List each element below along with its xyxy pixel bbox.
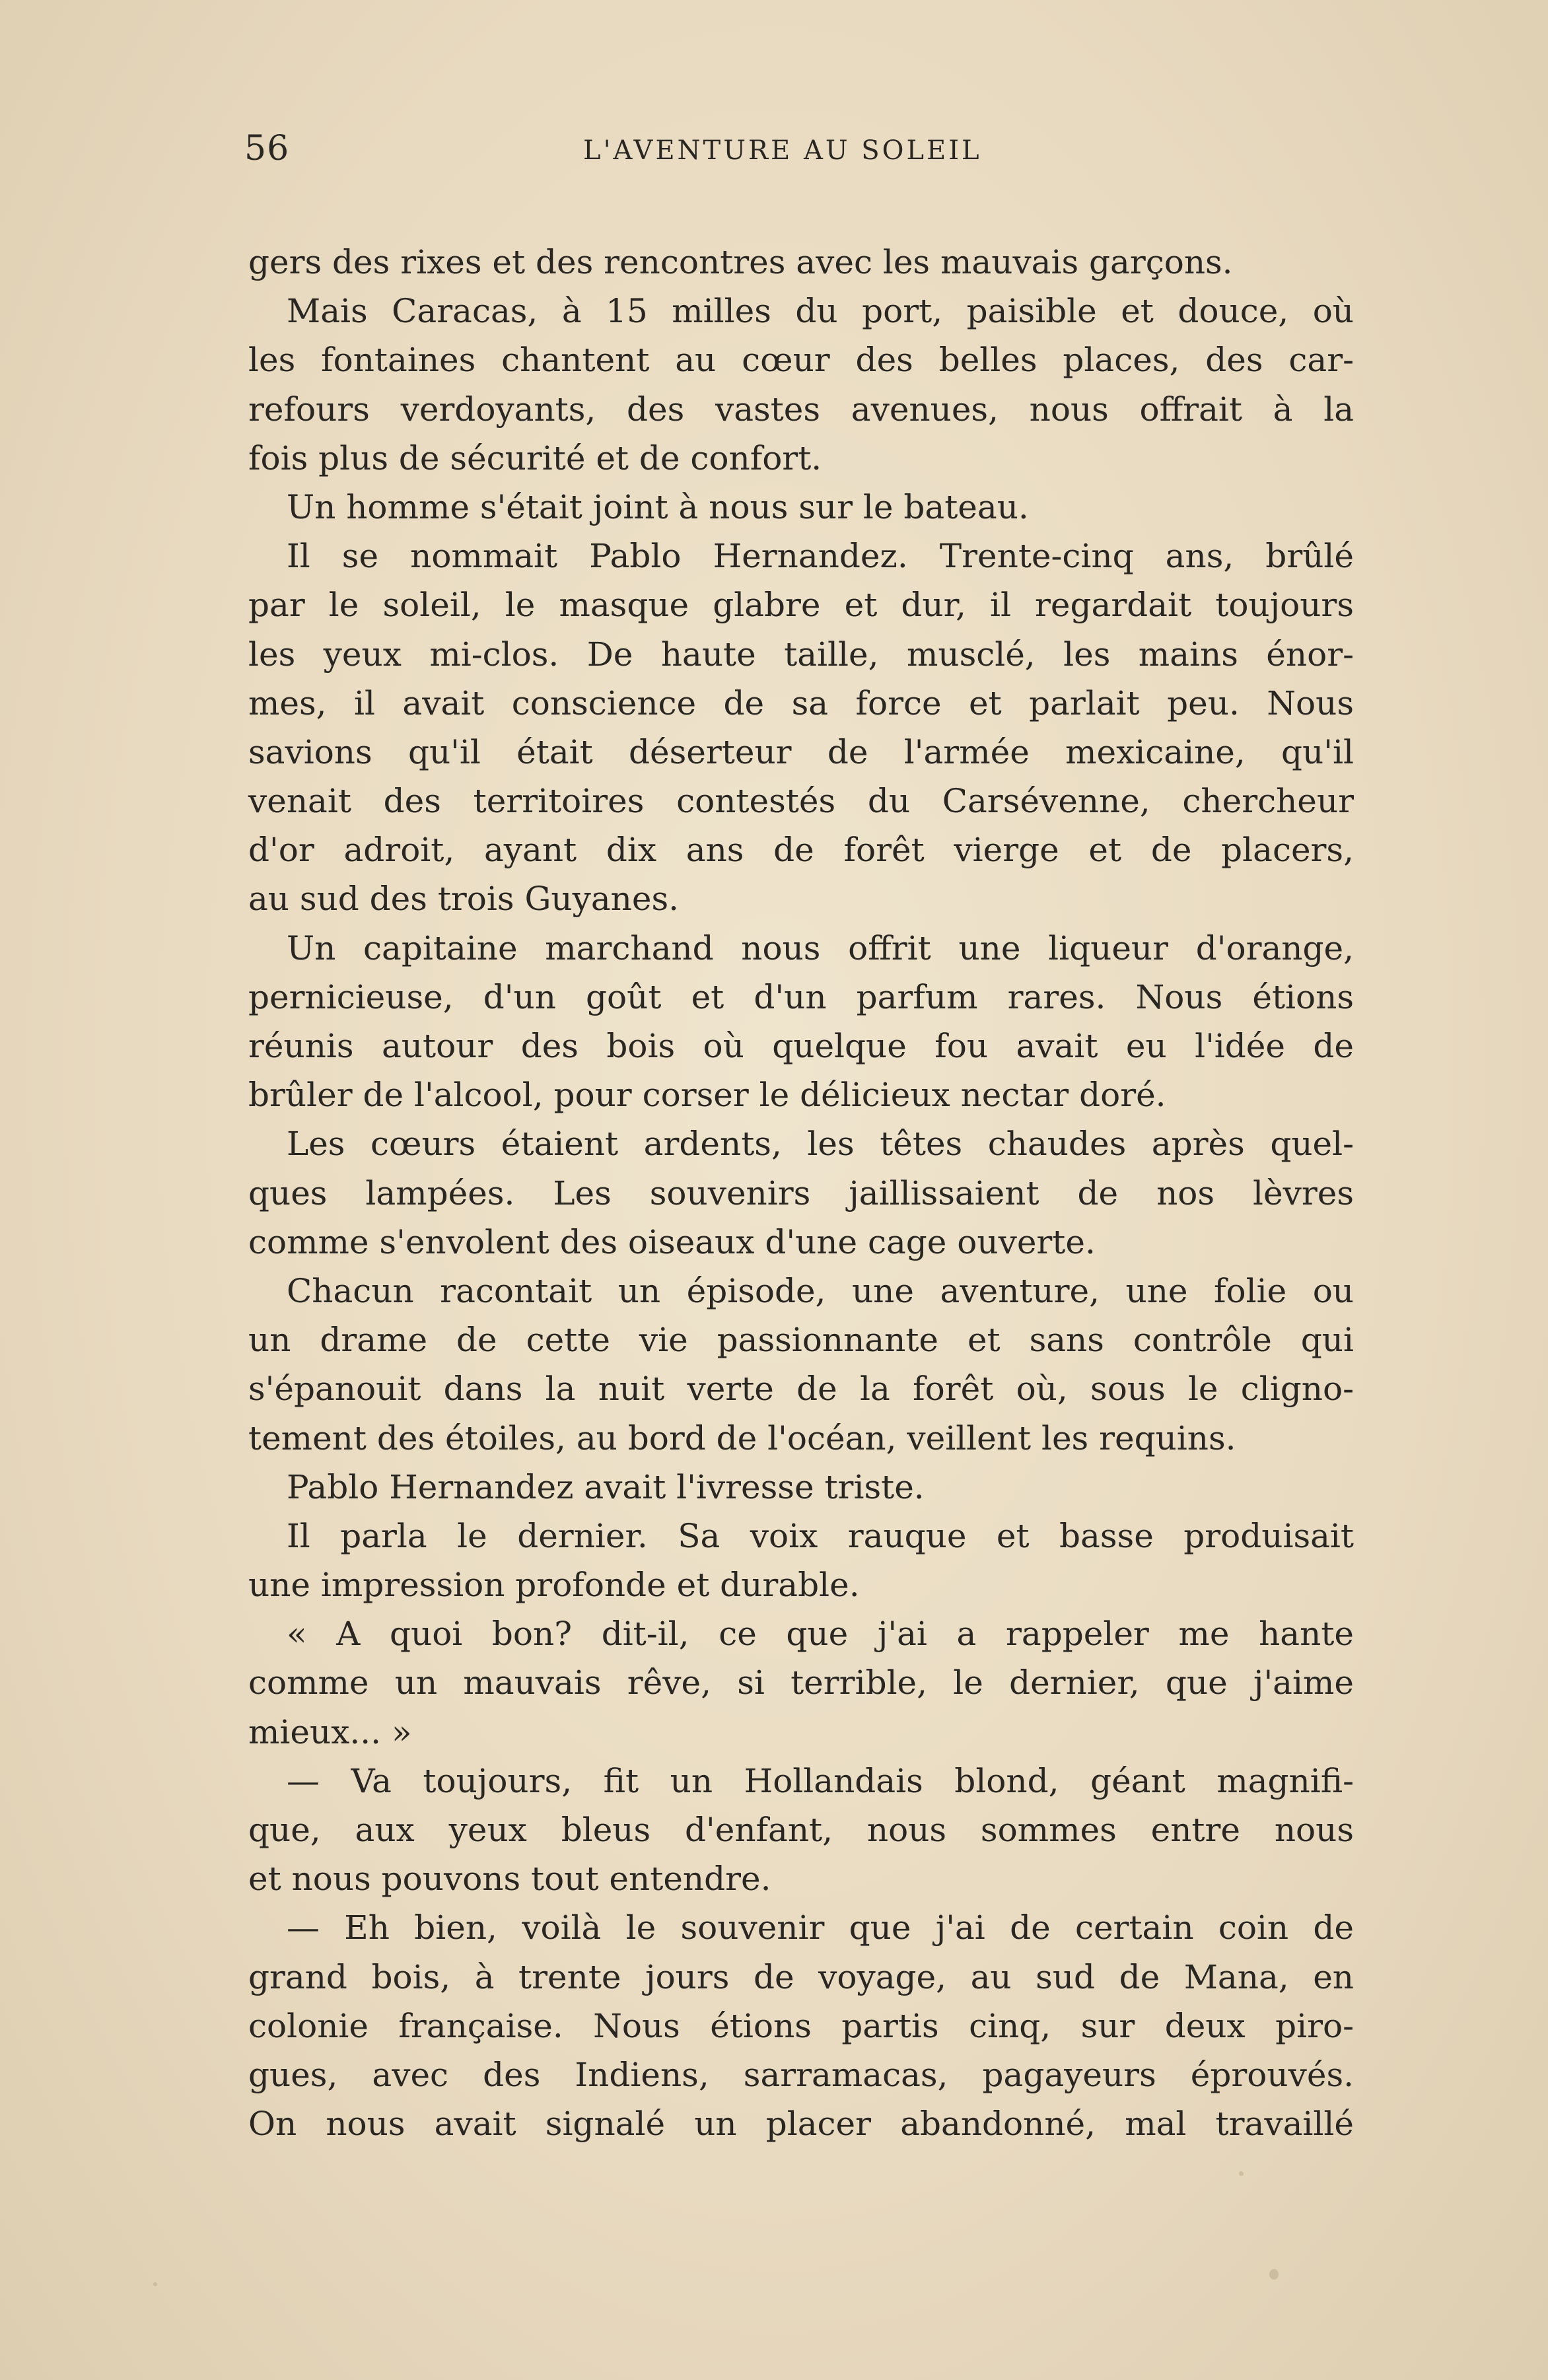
text-line: Mais Caracas, à 15 milles du port, paisible et douce, où	[287, 292, 1354, 331]
text-line: Chacun racontait un épisode, une aventure, une folie ou	[287, 1271, 1354, 1310]
text-line: au sud des trois Guyanes.	[248, 880, 680, 919]
text-line: colonie française. Nous étions partis cinq, sur deux piro-	[248, 2006, 1354, 2045]
text-line: venait des territoires contestés du Carsévenne, chercheur	[248, 782, 1354, 821]
paper-speck	[153, 2282, 157, 2286]
text-line: grand bois, à trente jours de voyage, au sud de Mana, en	[248, 1957, 1354, 1996]
text-line: fois plus de sécurité et de confort.	[248, 438, 822, 477]
text-line: On nous avait signalé un placer abandonné, mal travaillé	[248, 2105, 1354, 2144]
text-line: — Va toujours, fit un Hollandais blond, géant magnifi-	[287, 1761, 1354, 1800]
text-line: comme un mauvais rêve, si terrible, le dernier, que j'aime	[248, 1663, 1354, 1702]
text-line: une impression profonde et durable.	[248, 1566, 860, 1605]
text-line: que, aux yeux bleus d'enfant, nous sommes entre nous	[248, 1811, 1354, 1849]
text-line: tement des étoiles, au bord de l'océan, veillent les requins.	[248, 1418, 1236, 1457]
paper-speck	[1239, 2171, 1244, 2176]
text-line: les fontaines chantent au cœur des belles places, des car-	[248, 341, 1354, 380]
text-line: gers des rixes et des rencontres avec les mauvais garçons.	[248, 243, 1233, 281]
text-line: par le soleil, le masque glabre et dur, il regardait toujours	[248, 586, 1354, 625]
text-line: Il parla le dernier. Sa voix rauque et basse produisait	[287, 1516, 1354, 1555]
body-text	[248, 238, 1354, 2148]
text-line: les yeux mi-clos. De haute taille, musclé, les mains énor-	[248, 635, 1354, 674]
text-line: mieux... »	[248, 1712, 412, 1751]
text-line: « A quoi bon? dit-il, ce que j'ai a rappeler me hante	[287, 1615, 1354, 1654]
text-line: s'épanouit dans la nuit verte de la forêt où, sous le cligno-	[248, 1370, 1354, 1409]
page-number: 56	[244, 129, 290, 168]
text-line: Un homme s'était joint à nous sur le bateau.	[287, 487, 1029, 526]
text-line: gues, avec des Indiens, sarramacas, pagayeurs éprouvés.	[248, 2055, 1354, 2094]
text-line: et nous pouvons tout entendre.	[248, 1860, 771, 1899]
text-line: Pablo Hernandez avait l'ivresse triste.	[287, 1467, 925, 1506]
running-title: L'AVENTURE AU SOLEIL	[583, 135, 982, 166]
text-line: mes, il avait conscience de sa force et parlait peu. Nous	[248, 683, 1354, 722]
text-line: Il se nommait Pablo Hernandez. Trente-cinq ans, brûlé	[287, 537, 1354, 576]
text-line: réunis autour des bois où quelque fou avait eu l'idée de	[248, 1027, 1354, 1065]
text-line: ques lampées. Les souvenirs jaillissaient de nos lèvres	[248, 1173, 1354, 1212]
text-line: pernicieuse, d'un goût et d'un parfum rares. Nous étions	[248, 977, 1354, 1016]
page-header	[244, 129, 1367, 182]
text-line: Un capitaine marchand nous offrit une liqueur d'orange,	[287, 928, 1354, 967]
text-line: un drame de cette vie passionnante et sans contrôle qui	[248, 1321, 1354, 1360]
text-line: refours verdoyants, des vastes avenues, nous offrait à la	[248, 390, 1354, 429]
text-line: — Eh bien, voilà le souvenir que j'ai de certain coin de	[287, 1908, 1354, 1947]
text-line: brûler de l'alcool, pour corser le délicieux nectar doré.	[248, 1076, 1166, 1115]
text-line: d'or adroit, ayant dix ans de forêt vierge et de placers,	[248, 831, 1354, 870]
text-line: savions qu'il était déserteur de l'armée mexicaine, qu'il	[248, 732, 1354, 771]
paper-speck	[1269, 2269, 1279, 2280]
text-line: Les cœurs étaient ardents, les têtes chaudes après quel-	[287, 1125, 1354, 1164]
text-line: comme s'envolent des oiseaux d'une cage ouverte.	[248, 1222, 1096, 1261]
